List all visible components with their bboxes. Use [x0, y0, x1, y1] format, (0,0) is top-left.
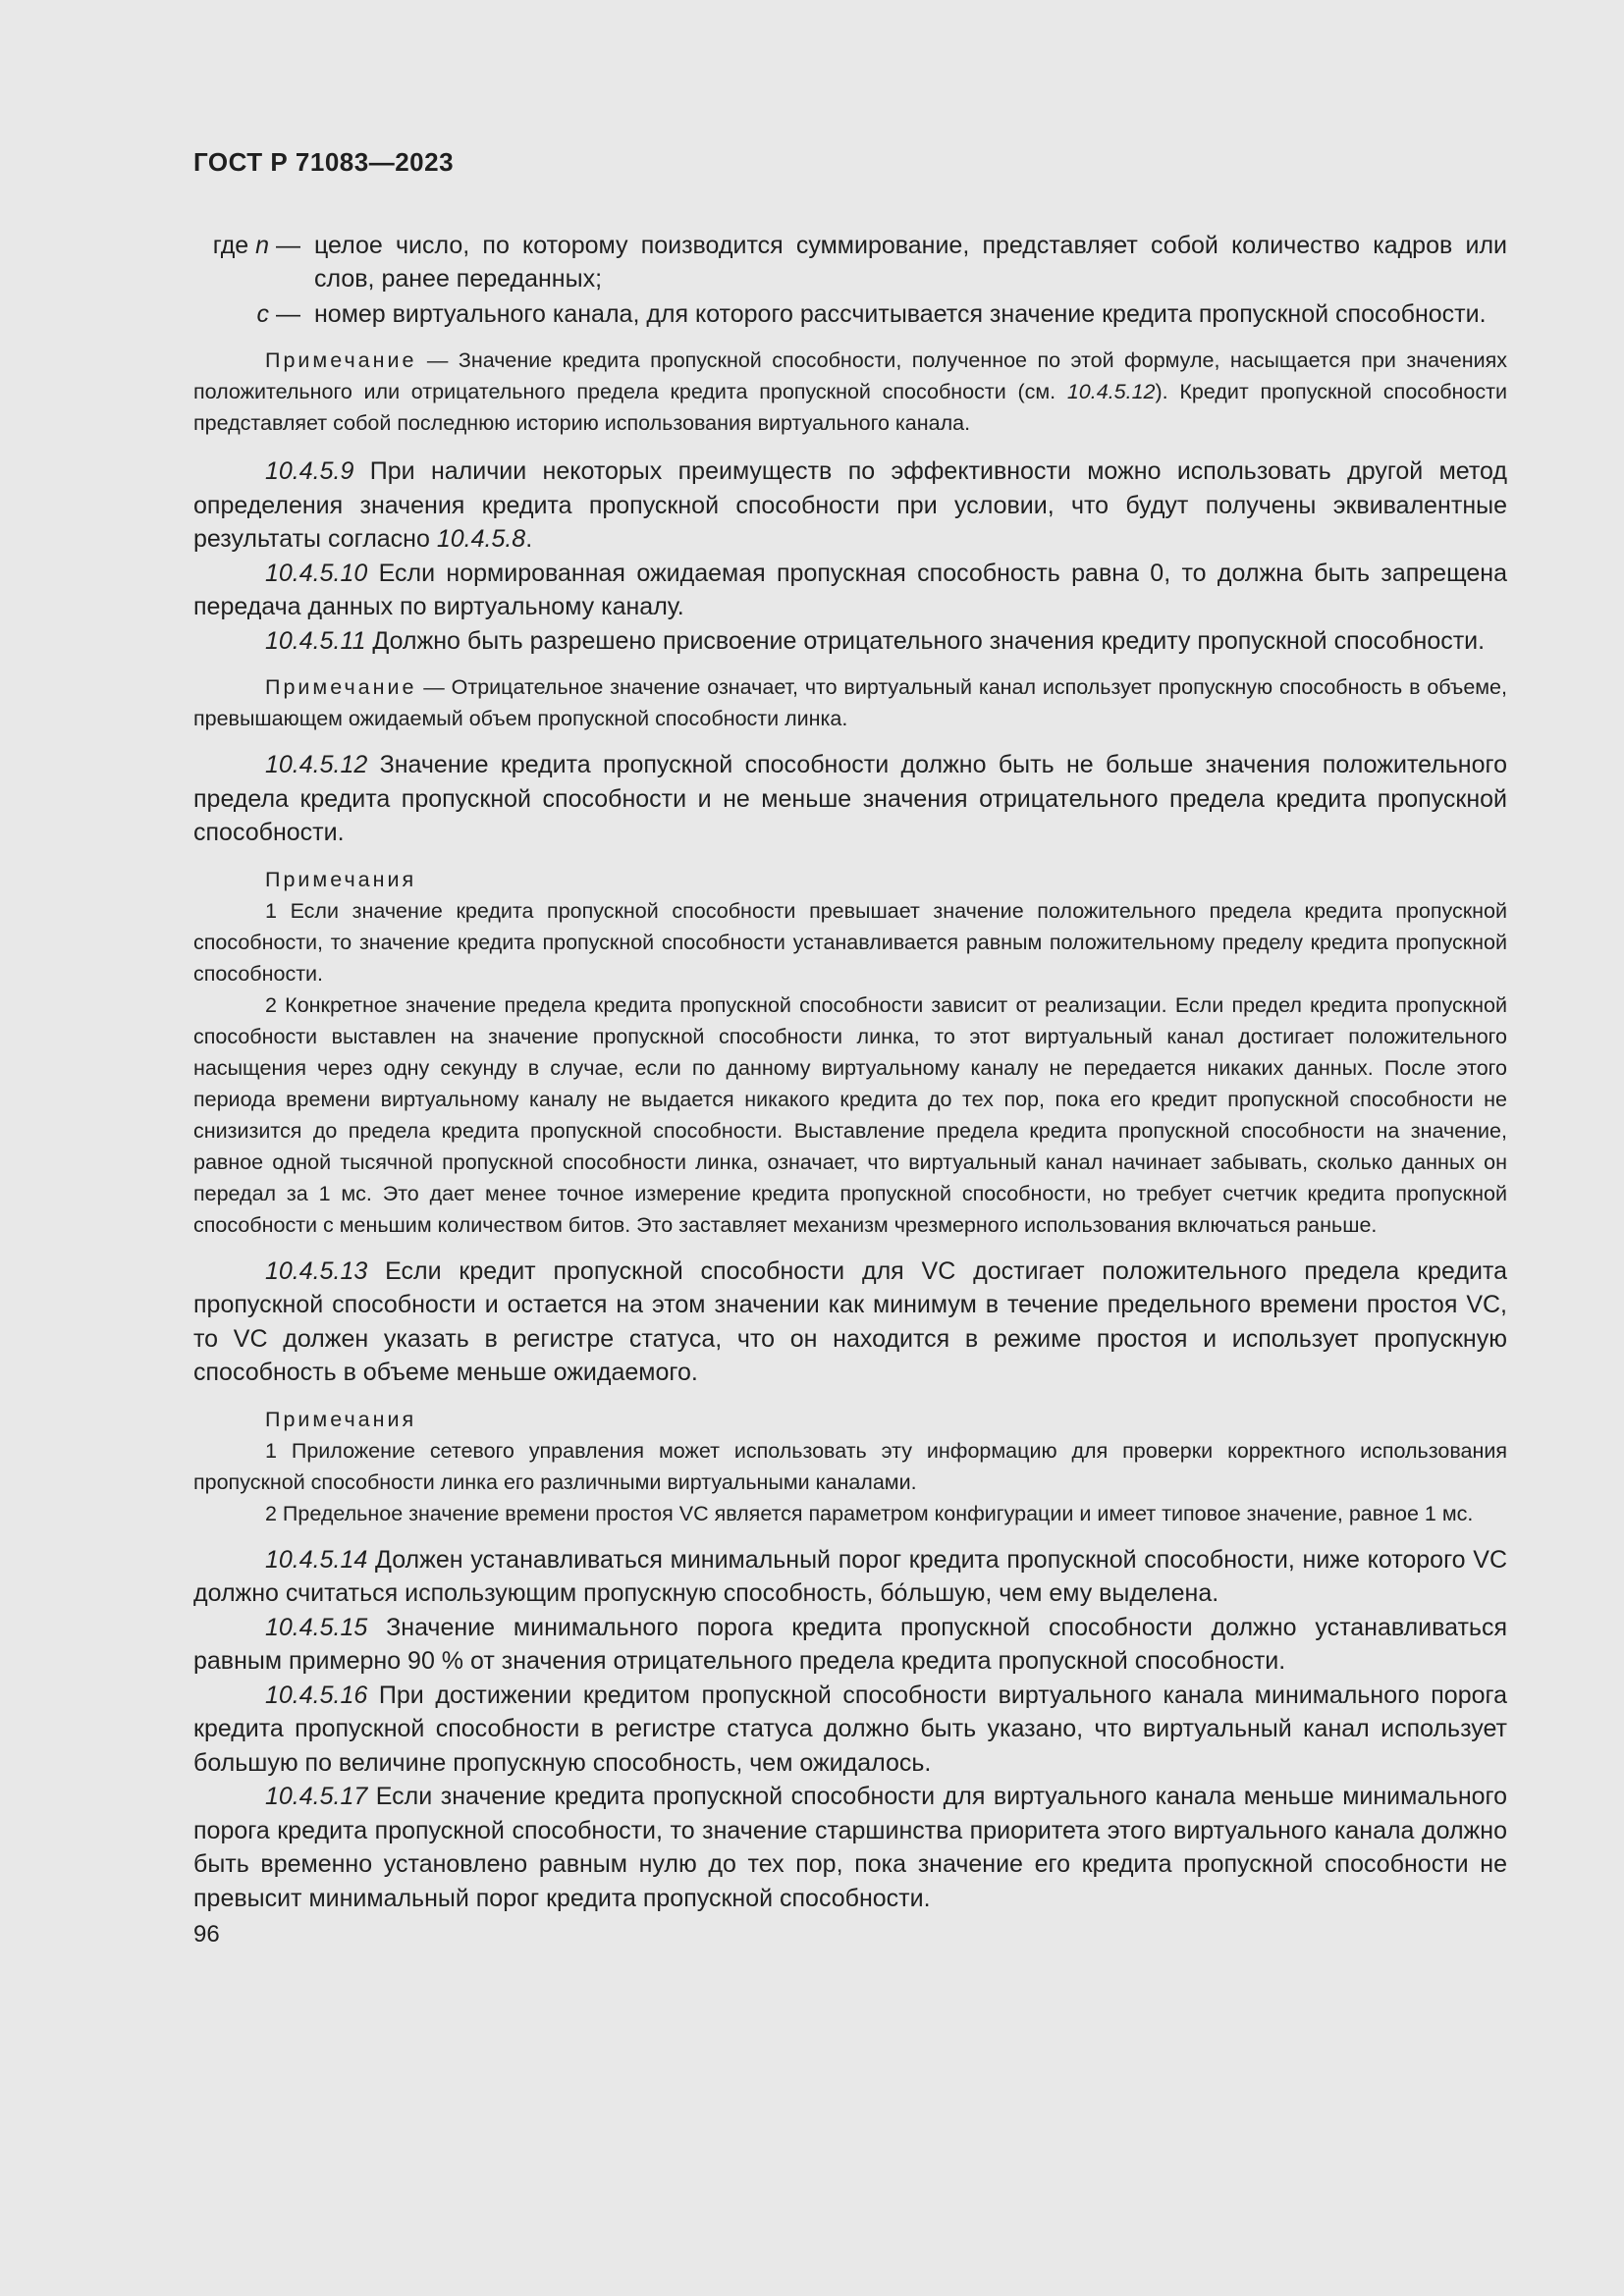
definition-dash: —: [269, 300, 300, 328]
note-negative-value: Примечание — Отрицательное значение означает, что виртуальный канал использует пропускную способность в объеме, превышающем ожидаемый объем пропускной способности линка.: [193, 675, 1507, 730]
definition-symbol: n: [255, 232, 270, 259]
definition-text: целое число, по которому поизводится суммирование, представляет собой количество кадров или слов, ранее переданных;: [314, 232, 1507, 293]
clause-number: 10.4.5.10: [265, 559, 368, 587]
notes-heading: Примечания: [265, 867, 417, 891]
clause-number: 10.4.5.14: [265, 1545, 368, 1574]
clause-number: 10.4.5.16: [265, 1681, 368, 1709]
clause-10-4-5-9: 10.4.5.9 При наличии некоторых преимуществ по эффективности можно использовать другой метод определения значения кредита пропускной способности при условии, что будут получены эквивалентные результаты согласно 10.4.5.8.: [193, 457, 1507, 553]
document-page: [193, 147, 1507, 1949]
clause-number: 10.4.5.15: [265, 1613, 368, 1641]
clause-10-4-5-13: 10.4.5.13 Если кредит пропускной способности для VC достигает положительного предела кредита пропускной способности и остается на этом значении как минимум в течение предельного времени простоя VC, то VC должен указать в регистре статуса, что он находится в режиме простоя и использует пропускную способность в объеме меньше ожидаемого.: [193, 1256, 1507, 1386]
clause-10-4-5-14: 10.4.5.14 Должен устанавливаться минимальный порог кредита пропускной способности, ниже которого VC должно считаться использующим пропускную способность, бо́льшую, чем ему выделена.: [193, 1545, 1507, 1607]
clause-10-4-5-11: 10.4.5.11 Должно быть разрешено присвоение отрицательного значения кредиту пропускной способности.: [265, 626, 1486, 655]
clause-10-4-5-10: 10.4.5.10 Если нормированная ожидаемая пропускная способность равна 0, то должна быть запрещена передача данных по виртуальному каналу.: [193, 559, 1507, 620]
clause-number: 10.4.5.13: [265, 1256, 368, 1285]
note-item: 2 Конкретное значение предела кредита пропускной способности зависит от реализации. Если предел кредита пропускной способности выставлен на значение пропускной способности линка, то этот виртуальный канал достигает положительного насыщения через одну секунду в случае, если по данному виртуальному каналу не передается никаких данных. После этого периода времени виртуальному каналу не выдается никакого кредита до тех пор, пока его кредит пропускной способности не снизизится до предела кредита пропускной способности. Выставление предела кредита пропускной способности на значение, равное одной тысячной пропускной способности линка, означает, что виртуальный канал начинает забывать, сколько данных он передал за 1 мс. Это дает менее точное измерение кредита пропускной способности, но требует счетчик кредита пропускной способности с меньшим количеством битов. Это заставляет механизм чрезмерного использования включаться раньше.: [193, 992, 1507, 1237]
clause-number: 10.4.5.17: [265, 1783, 368, 1810]
clause-10-4-5-15: 10.4.5.15 Значение минимального порога кредита пропускной способности должно устанавливаться равным примерно 90 % от значения отрицательного предела кредита пропускной способности.: [193, 1613, 1507, 1675]
definition-c: [193, 297, 1507, 331]
clause-number: 10.4.5.11: [265, 626, 366, 655]
clause-number: 10.4.5.9: [265, 457, 354, 485]
definition-dash: —: [269, 232, 300, 259]
clause-10-4-5-17: 10.4.5.17 Если значение кредита пропускной способности для виртуального канала меньше минимального порога кредита пропускной способности, то значение старшинства приоритета этого виртуального канала должно быть временно установлено равным нулю до тех пор, пока значение его кредита пропускной способности не превысит минимальный порог кредита пропускной способности.: [193, 1783, 1507, 1912]
notes-heading: Примечания: [265, 1407, 417, 1431]
note-item: 1 Если значение кредита пропускной способности превышает значение положительного предела кредита пропускной способности, то значение кредита пропускной способности устанавливается равным положительному пределу кредита пропускной способности.: [193, 898, 1507, 986]
definition-lead: где: [212, 232, 256, 259]
clause-10-4-5-16: 10.4.5.16 При достижении кредитом пропускной способности виртуального канала минимального порога кредита пропускной способности в регистре статуса должно быть указано, что виртуальный канал использует большую по величине пропускную способность, чем ожидалось.: [193, 1681, 1507, 1777]
cross-reference: 10.4.5.8: [436, 525, 526, 553]
definition-n: [193, 229, 1507, 295]
note-label: Примечание: [265, 675, 417, 699]
note-formula-saturation: Примечание — Значение кредита пропускной способности, полученное по этой формуле, насыщается при значениях положительного или отрицательного предела кредита пропускной способности (см. 10.4.5.12). Кредит пропускной способности представляет собой последнюю историю использования виртуального канала.: [193, 348, 1507, 435]
clause-number: 10.4.5.12: [265, 751, 368, 778]
definition-symbol: c: [256, 300, 270, 328]
note-item: 1 Приложение сетевого управления может использовать эту информацию для проверки корректного использования пропускной способности линка его различными виртуальными каналами.: [193, 1438, 1507, 1494]
cross-reference: 10.4.5.12: [1066, 380, 1156, 403]
definition-text: номер виртуального канала, для которого рассчитывается значение кредита пропускной способности.: [314, 300, 1487, 328]
page-number: 96: [193, 1921, 220, 1948]
note-item: 2 Предельное значение времени простоя VC является параметром конфигурации и имеет типовое значение, равное 1 мс.: [265, 1501, 1474, 1525]
note-label: Примечание: [265, 348, 417, 372]
clause-10-4-5-12: 10.4.5.12 Значение кредита пропускной способности должно быть не больше значения положительного предела кредита пропускной способности и не меньше значения отрицательного предела кредита пропускной способности.: [193, 751, 1507, 846]
formula-variable-definitions: [193, 229, 1507, 331]
document-code-header: ГОСТ Р 71083—2023: [193, 147, 455, 177]
